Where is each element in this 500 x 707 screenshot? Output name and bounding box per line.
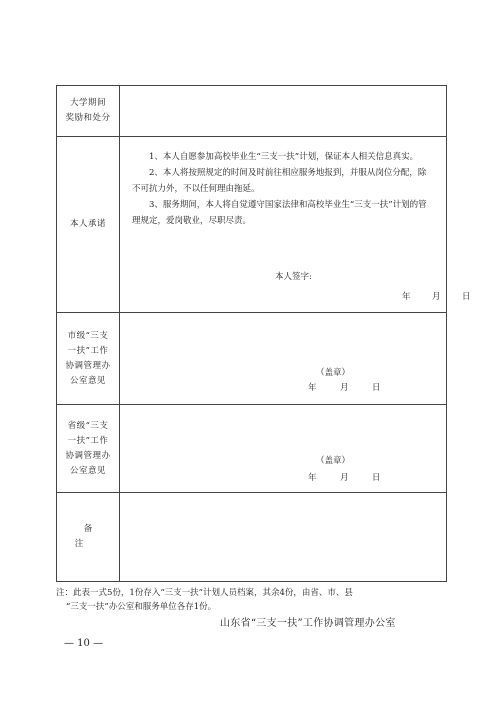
awards-field[interactable] (120, 86, 447, 137)
date-day: 日 (462, 292, 471, 302)
city-seal-label: （盖章） (316, 368, 351, 378)
pledge-label: 本人承诺 (57, 137, 120, 313)
date-year: 年 (402, 292, 411, 302)
issuing-office: 山东省“三支一扶”工作协调管理办公室 (220, 618, 396, 629)
awards-label: 大学期间 奖励和处分 (57, 86, 120, 137)
pledge-item-1: 1、本人自愿参加高校毕业生“三支一扶”计划，保证本人相关信息真实。 (149, 152, 419, 162)
province-office-row (57, 405, 447, 493)
city-office-row (57, 313, 447, 405)
date-month: 月 (432, 292, 441, 302)
pledge-item-2: 2、本人将按照规定的时间及时前往相应服务地报到，并服从岗位分配，除不可抗力外，不以任何理由拖延。 (132, 168, 427, 194)
pledge-row (57, 137, 447, 313)
signature-label: 本人签字: (275, 272, 312, 282)
footnote-line-2: “三支一扶”办公室和服务单位各存1份。 (66, 602, 217, 612)
remark-label: 备注 (57, 493, 120, 582)
remark-row (57, 493, 447, 582)
pledge-item-3: 3、服务期间，本人将自觉遵守国家法律和高校毕业生“三支一扶”计划的管理规定，爱岗敬业，尽职尽责。 (132, 200, 427, 226)
province-seal-label: （盖章） (316, 456, 351, 466)
awards-row (57, 86, 447, 137)
remark-field[interactable] (120, 493, 447, 582)
pledge-text (132, 149, 432, 229)
footnote (56, 586, 456, 614)
pledge-content (120, 137, 471, 313)
application-form-table (56, 85, 471, 582)
page-number: — 10 — (64, 638, 104, 649)
province-office-opinion[interactable]: （盖章） 年 月 日 (120, 405, 447, 493)
province-office-label: 省级“三支 一扶”工作 协调管理办 公室意见 (57, 405, 120, 493)
city-office-label: 市级“三支 一扶”工作 协调管理办 公室意见 (57, 313, 120, 405)
footnote-line-1: 注：此表一式5份，1份存入“三支一扶”计划人员档案，其余4份，由省、市、县 (56, 588, 353, 598)
city-office-opinion[interactable]: （盖章） 年 月 日 (120, 313, 447, 405)
